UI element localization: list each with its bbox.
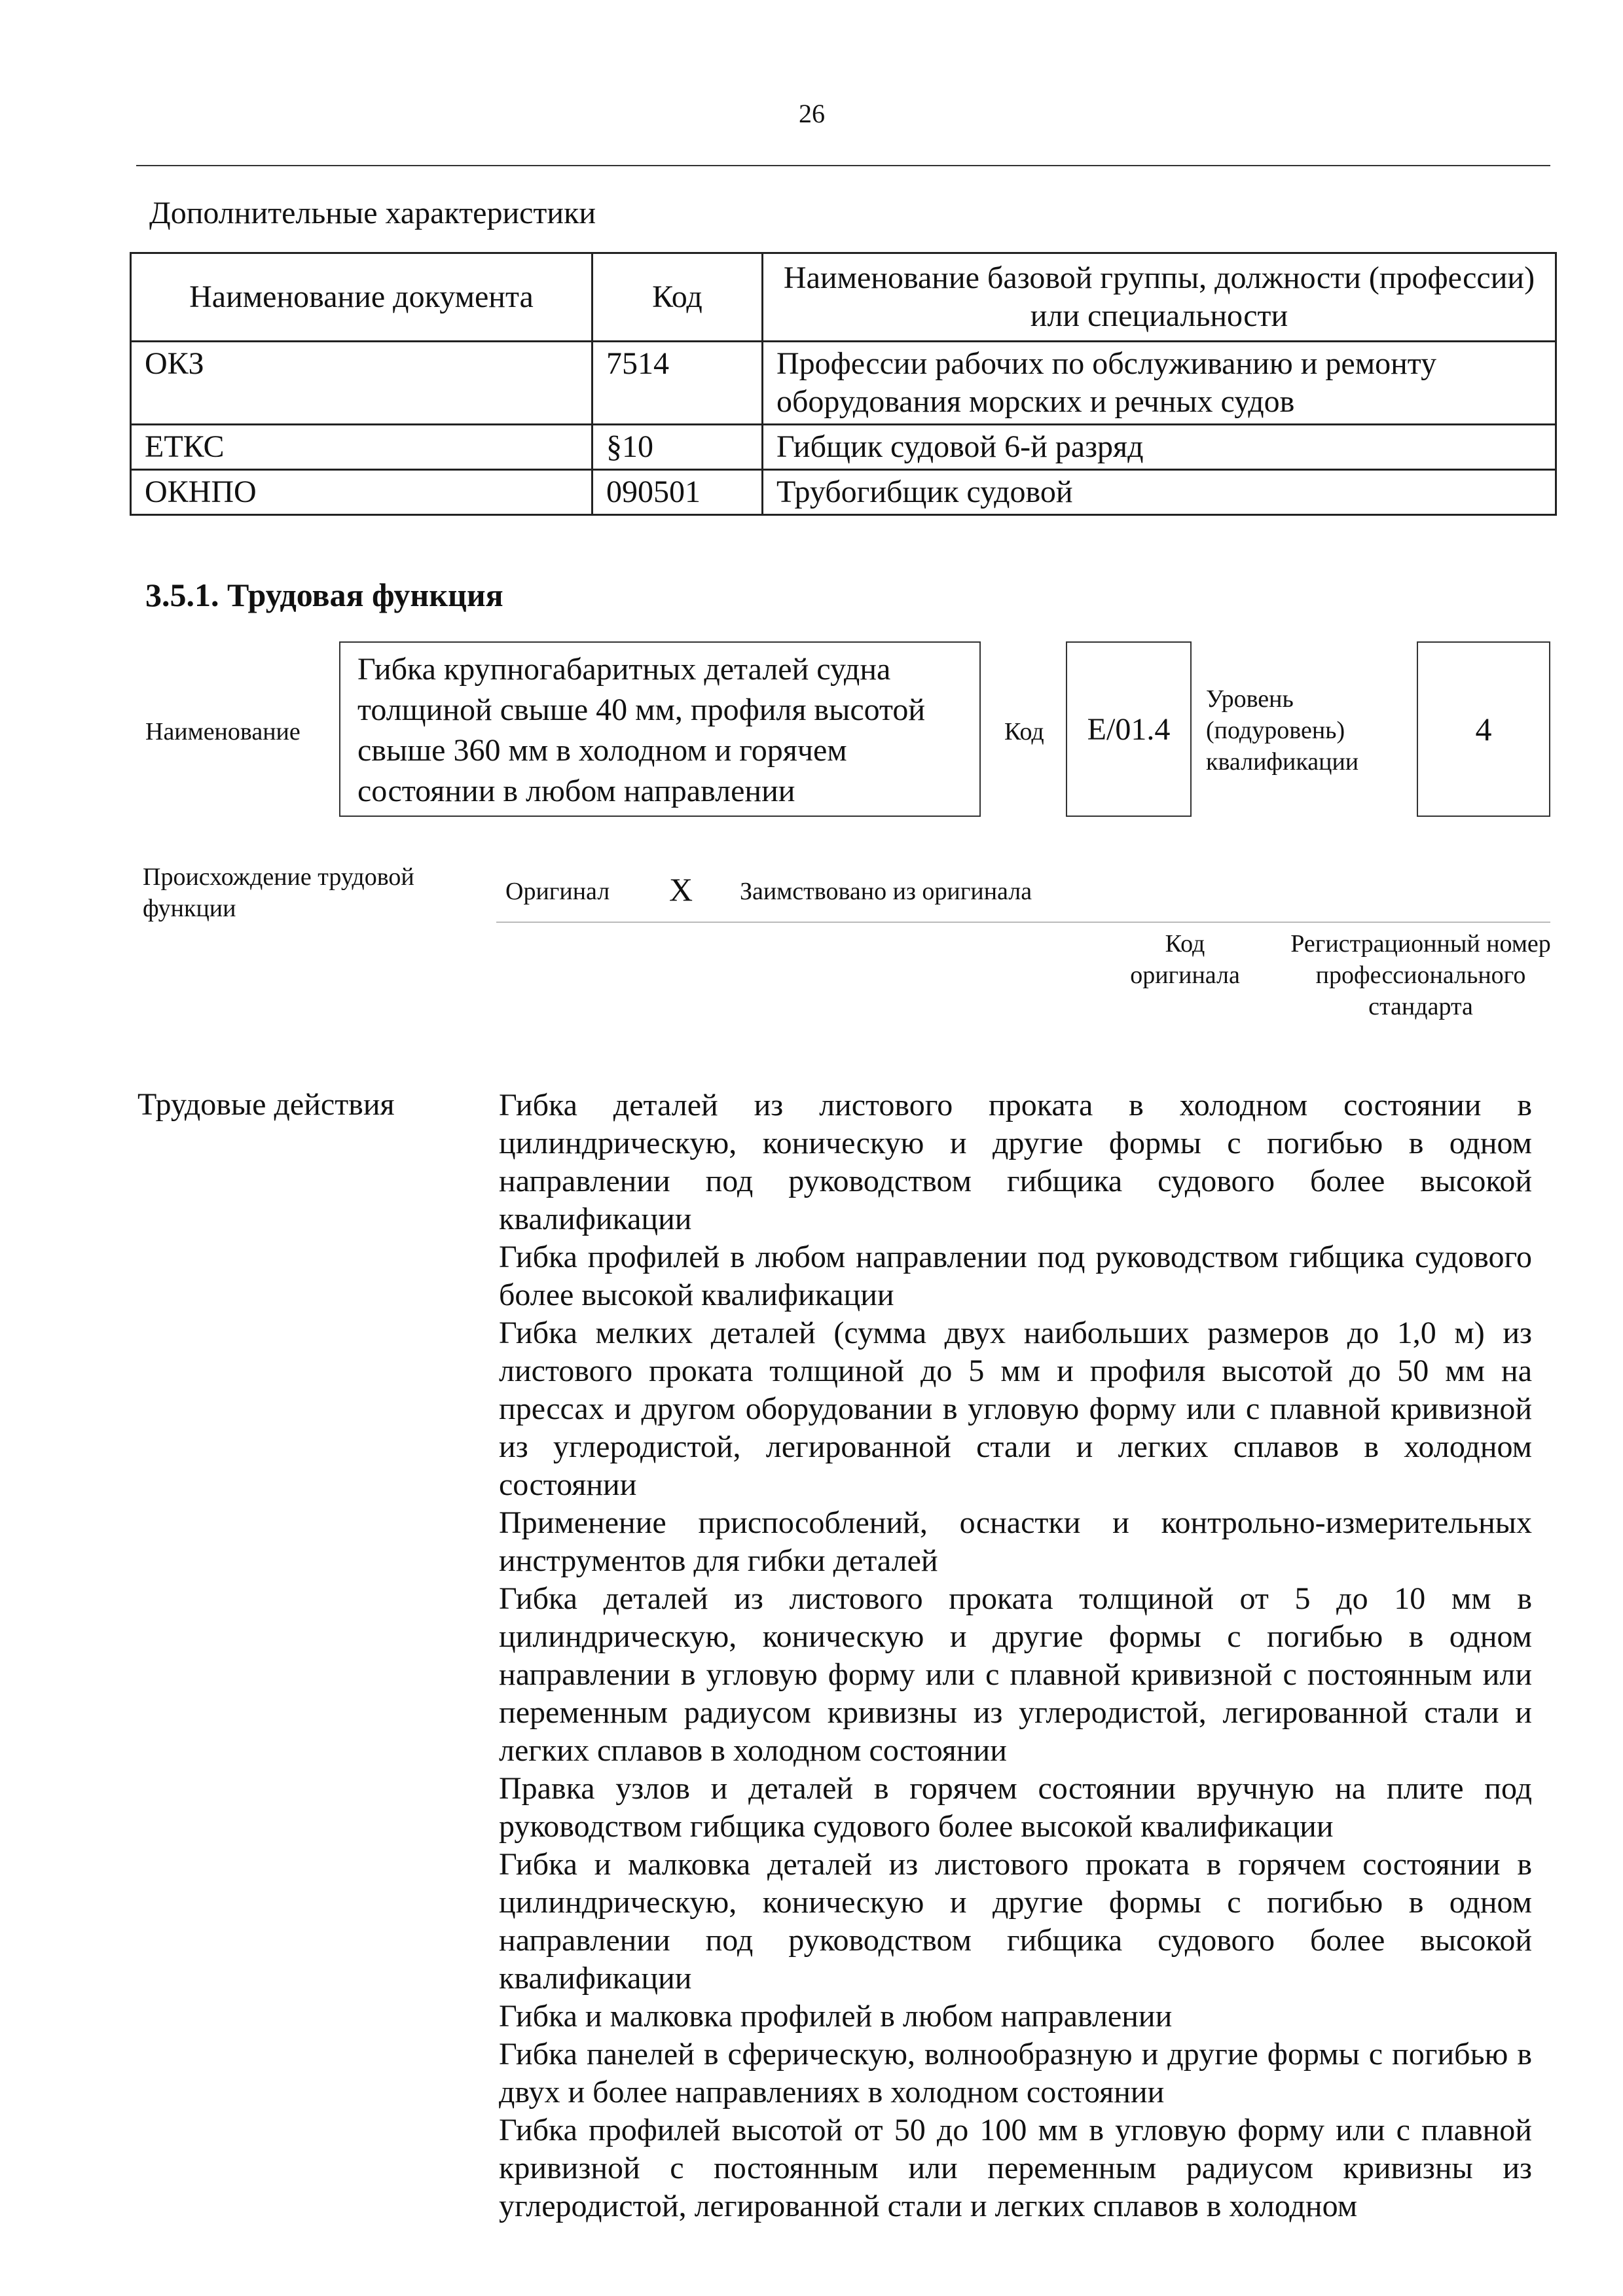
level-label-line-3: квалификации bbox=[1206, 748, 1359, 776]
header-doc: Наименование документа bbox=[131, 253, 593, 342]
list-item: Гибка профилей высотой от 50 до 100 мм в угловую форму или с плавной кривизной с постоянным или переменным радиусом кривизны из углеродистой, легированной стали и легких сплавов в холодном bbox=[499, 2113, 1532, 2223]
name-label: Наименование bbox=[145, 718, 301, 745]
function-title: 3.5.1. Трудовая функция bbox=[145, 577, 503, 613]
actions-list bbox=[499, 1086, 1532, 2225]
function-code-box bbox=[1066, 641, 1192, 817]
table-row bbox=[131, 425, 1556, 470]
cell-group: Профессии рабочих по обслуживанию и ремонту оборудования морских и речных судов bbox=[763, 342, 1556, 425]
list-item: Гибка панелей в сферическую, волнообразную и другие формы с погибью в двух и более направлениях в холодном состоянии bbox=[499, 2037, 1532, 2109]
list-item: Правка узлов и деталей в горячем состоянии вручную на плите под руководством гибщика судового более высокой квалификации bbox=[499, 1771, 1532, 1844]
list-item: Гибка и малковка деталей из листового проката в горячем состоянии в цилиндрическую, коническую и другие формы с погибью в одном направлении под руководством гибщика судового более высокой квалификации bbox=[499, 1847, 1532, 1996]
header-code: Код bbox=[593, 253, 763, 342]
cell-doc: ЕТКС bbox=[131, 425, 593, 470]
list-item: Гибка и малковка профилей в любом направлении bbox=[499, 1999, 1173, 2034]
function-name-box: Гибка крупногабаритных деталей судна толщиной свыше 40 мм, профиля высотой свыше 360 мм в холодном и горячем состоянии в любом направлении bbox=[339, 641, 981, 817]
origin-label: Происхождение трудовой функции bbox=[143, 863, 414, 922]
list-item: Гибка профилей в любом направлении под руководством гибщика судового более высокой квалификации bbox=[499, 1240, 1532, 1312]
cell-code: 090501 bbox=[593, 470, 763, 515]
level-label-line-2: (подуровень) bbox=[1206, 717, 1345, 744]
origin-mark: X bbox=[669, 871, 693, 908]
table-row bbox=[131, 342, 1556, 425]
code-label: Код bbox=[1004, 718, 1044, 745]
origin-divider bbox=[496, 922, 1550, 923]
level-value: 4 bbox=[1475, 711, 1492, 747]
table-row bbox=[131, 470, 1556, 515]
code-original-label: Код оригинала bbox=[1130, 930, 1240, 989]
cell-group: Гибщик судовой 6-й разряд bbox=[763, 425, 1556, 470]
cell-doc: ОКЗ bbox=[131, 342, 593, 425]
list-item: Гибка мелких деталей (сумма двух наибольших размеров до 1,0 м) из листового проката толщиной до 5 мм и профиля высотой до 50 мм на прессах и другом оборудовании в угловую форму или с плавной кривизной из углеродистой, легированной стали и легких сплавов в холодном состоянии bbox=[499, 1316, 1532, 1502]
list-item: Применение приспособлений, оснастки и контрольно-измерительных инструментов для гибки деталей bbox=[499, 1505, 1532, 1578]
list-item: Гибка деталей из листового проката толщиной от 5 до 10 мм в цилиндрическую, коническую и другие формы с погибью в одном направлении в угловую форму или с плавной кривизной с постоянным или переменным радиусом кривизны из углеродистой, легированной стали и легких сплавов в холодном состоянии bbox=[499, 1581, 1532, 1768]
level-box bbox=[1417, 641, 1550, 817]
origin-original: Оригинал bbox=[505, 878, 610, 905]
origin-borrowed: Заимствовано из оригинала bbox=[740, 878, 1032, 905]
actions-label: Трудовые действия bbox=[137, 1087, 395, 1122]
cell-group: Трубогибщик судовой bbox=[763, 470, 1556, 515]
function-code-value: E/01.4 bbox=[1087, 711, 1171, 747]
reg-number-label: Регистрационный номер профессионального стандарта bbox=[1290, 930, 1551, 1020]
cell-code: §10 bbox=[593, 425, 763, 470]
level-label-line-1: Уровень bbox=[1206, 685, 1294, 713]
additional-characteristics-table bbox=[130, 252, 1557, 516]
table-header-row bbox=[131, 253, 1556, 342]
list-item: Гибка деталей из листового проката в холодном состоянии в цилиндрическую, коническую и другие формы с погибью в одном направлении под руководством гибщика судового более высокой квалификации bbox=[499, 1088, 1532, 1236]
header-group: Наименование базовой группы, должности (профессии) или специальности bbox=[763, 253, 1556, 342]
cell-doc: ОКНПО bbox=[131, 470, 593, 515]
header-rule bbox=[136, 165, 1550, 166]
page-number: 26 bbox=[799, 99, 825, 128]
cell-code: 7514 bbox=[593, 342, 763, 425]
additional-title: Дополнительные характеристики bbox=[149, 196, 596, 230]
